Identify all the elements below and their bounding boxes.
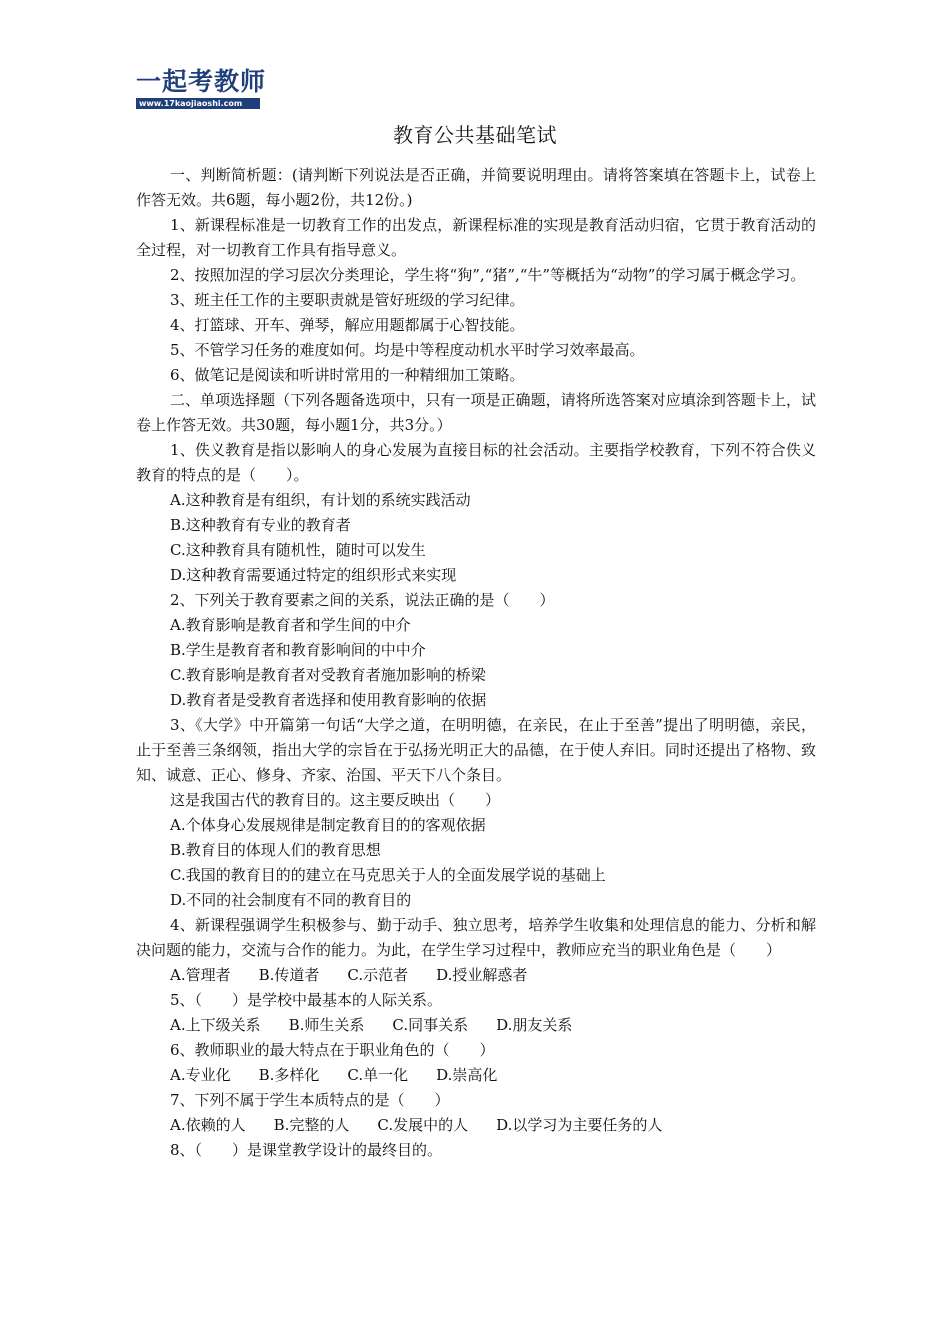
question-1-option-a: A.这种教育是有组织，有计划的系统实践活动	[170, 491, 471, 509]
option-a: A.专业化	[170, 1066, 231, 1084]
question-3-option-a: A.个体身心发展规律是制定教育目的的客观依据	[170, 816, 486, 834]
judge-item-4: 4、打篮球、开车、弹琴，解应用题都属于心智技能。	[170, 316, 525, 334]
option-d: D.朋友关系	[496, 1016, 573, 1034]
judge-item-1: 1、新课程标准是一切教育工作的出发点，新课程标准的实现是教育活动归宿，它贯于教育活动的全过程，对一切教育工作具有指导意义。	[136, 216, 816, 259]
question-7-stem: 7、下列不属于学生本质特点的是（ ）	[170, 1091, 450, 1109]
question-1-option-d: D.这种教育需要通过特定的组织形式来实现	[170, 566, 457, 584]
question-2-stem: 2、下列关于教育要素之间的关系，说法正确的是（ ）	[170, 591, 555, 609]
question-3-option-b: B.教育目的体现人们的教育思想	[170, 841, 381, 859]
question-2-option-b: B.学生是教育者和教育影响间的中中介	[170, 641, 426, 659]
question-1-option-c: C.这种教育具有随机性，随时可以发生	[170, 541, 426, 559]
option-b: B.多样化	[258, 1066, 320, 1084]
option-b: B.师生关系	[288, 1016, 365, 1034]
judge-item-6: 6、做笔记是阅读和听讲时常用的一种精细加工策略。	[170, 366, 525, 384]
question-5-options	[136, 1013, 816, 1038]
option-a: A.上下级关系	[170, 1016, 261, 1034]
option-a: A.管理者	[170, 966, 231, 984]
option-d: D.以学习为主要任务的人	[496, 1116, 663, 1134]
option-c: C.同事关系	[392, 1016, 469, 1034]
judge-item-3: 3、班主任工作的主要职责就是管好班级的学习纪律。	[170, 291, 525, 309]
option-b: B.完整的人	[273, 1116, 350, 1134]
question-2-option-c: C.教育影响是教育者对受教育者施加影响的桥梁	[170, 666, 486, 684]
question-4-stem: 4、新课程强调学生积极参与、勤于动手、独立思考，培养学生收集和处理信息的能力、分析和解决问题的能力，交流与合作的能力。为此，在学生学习过程中，教师应充当的职业角色是（ ）	[136, 916, 816, 959]
question-3-option-d: D.不同的社会制度有不同的教育目的	[170, 891, 412, 909]
question-7-options	[136, 1113, 816, 1138]
option-a: A.依赖的人	[170, 1116, 246, 1134]
question-3-prompt: 这是我国古代的教育目的。这主要反映出（ ）	[170, 791, 501, 809]
logo-url: www.17kaojiaoshi.com	[139, 99, 243, 108]
question-6-stem: 6、教师职业的最大特点在于职业角色的（ ）	[170, 1041, 495, 1059]
section-1-heading: 一、判断简析题：(请判断下列说法是否正确，并简要说明理由。请将答案填在答题卡上，试卷上作答无效。共6题，每小题2份，共12份。)	[136, 166, 816, 209]
question-2-option-d: D.教育者是受教育者选择和使用教育影响的依据	[170, 691, 487, 709]
option-c: C.示范者	[347, 966, 409, 984]
section-2-heading: 二、单项选择题（下列各题备选项中，只有一项是正确题，请将所选答案对应填涂到答题卡上，试卷上作答无效。共30题，每小题1分，共3分。）	[136, 391, 816, 434]
judge-item-2: 2、按照加涅的学习层次分类理论，学生将“狗”,“猪”,“牛”等概括为“动物”的学习属于概念学习。	[170, 266, 806, 284]
question-5-stem: 5、（ ）是学校中最基本的人际关系。	[170, 991, 443, 1009]
question-1-option-b: B.这种教育有专业的教育者	[170, 516, 351, 534]
document-body	[136, 163, 816, 1163]
option-c: C.单一化	[347, 1066, 409, 1084]
judge-item-5: 5、不管学习任务的难度如何。均是中等程度动机水平时学习效率最高。	[170, 341, 645, 359]
page-title: 教育公共基础笔试	[393, 123, 557, 147]
option-c: C.发展中的人	[377, 1116, 469, 1134]
question-1-stem: 1、佚义教育是指以影响人的身心发展为直接目标的社会活动。主要指学校教育，下列不符合佚义教育的特点的是（ ）。	[136, 441, 816, 484]
question-3-option-c: C.我国的教育目的的建立在马克思关于人的全面发展学说的基础上	[170, 866, 606, 884]
logo	[136, 66, 267, 108]
logo-text: 一起考教师	[136, 67, 267, 96]
question-3-stem: 3、《大学》中开篇第一句话“大学之道，在明明德，在亲民，在止于至善”提出了明明德，亲民，止于至善三条纲领，指出大学的宗旨在于弘扬光明正大的品德，在于使人弃旧。同时还提出了格物、致知、诚意、正心、修身、齐家、治国、平天下八个条目。	[136, 716, 816, 784]
option-b: B.传道者	[258, 966, 320, 984]
question-8-stem: 8、（ ）是课堂教学设计的最终目的。	[170, 1141, 443, 1159]
question-2-option-a: A.教育影响是教育者和学生间的中介	[170, 616, 411, 634]
question-6-options	[136, 1063, 816, 1088]
question-4-options	[136, 963, 816, 988]
option-d: D.崇高化	[436, 1066, 498, 1084]
option-d: D.授业解惑者	[436, 966, 528, 984]
